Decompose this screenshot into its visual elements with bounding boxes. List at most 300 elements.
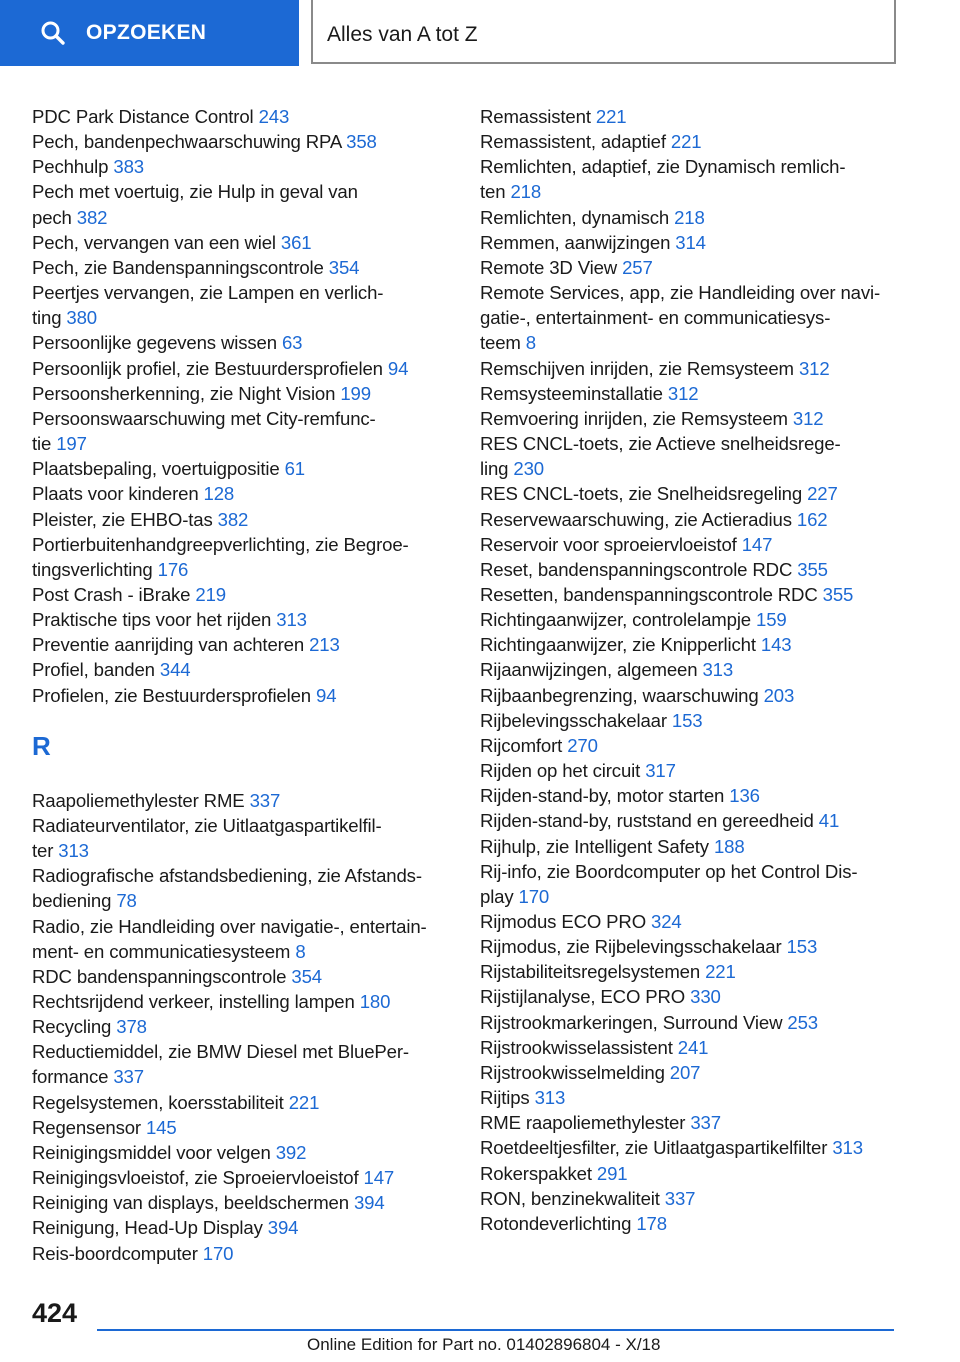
index-entry-line	[480, 1060, 920, 1085]
index-entry-text: Praktische tips voor het rijden	[32, 609, 272, 631]
page-reference-link[interactable]: 312	[792, 407, 824, 429]
index-entry-text: RME raapoliemethylester	[480, 1112, 686, 1134]
index-entry	[480, 708, 920, 733]
section-title: Alles van A tot Z	[327, 23, 478, 46]
index-entry-line	[32, 406, 452, 431]
index-entry-text: Pech, vervangen van een wiel	[32, 231, 276, 253]
index-entry	[480, 431, 920, 481]
index-entry-text: pech	[32, 206, 72, 228]
index-entry	[32, 657, 452, 682]
index-entry-line	[480, 205, 920, 230]
index-entry-text: Regensensor	[32, 1116, 141, 1138]
index-entry-line	[480, 884, 920, 909]
index-entry	[32, 456, 452, 481]
page-reference-link[interactable]: 392	[275, 1141, 307, 1163]
index-entry-text: Rijden-stand-by, motor starten	[480, 785, 725, 807]
index-entry-line	[480, 330, 920, 355]
index-entry-text: Rijbaanbegrenzing, waarschuwing	[480, 684, 759, 706]
index-entry-line	[32, 683, 452, 708]
page-number: 424	[32, 1298, 78, 1328]
index-entry-line	[32, 788, 452, 813]
index-column-right	[480, 104, 920, 1236]
page-reference-link[interactable]: 218	[510, 181, 542, 203]
page-reference-link[interactable]: 221	[705, 961, 736, 983]
index-entry-text: RES CNCL-toets, zie Snelheidsregeling	[480, 483, 803, 505]
page-reference-link[interactable]: 337	[113, 1066, 144, 1088]
page-reference-link[interactable]: 159	[756, 609, 787, 631]
page-reference-link[interactable]: 380	[66, 307, 97, 329]
index-entry-text: Plaatsbepaling, voertuigpositie	[32, 458, 280, 480]
index-entry	[32, 683, 452, 708]
page-reference-link[interactable]: 128	[203, 483, 235, 505]
index-entry-line	[32, 863, 452, 888]
page-reference-link[interactable]: 378	[116, 1016, 147, 1038]
index-entry-line	[480, 683, 920, 708]
index-entry	[480, 582, 920, 607]
index-entry	[32, 356, 452, 381]
page-reference-link[interactable]: 94	[316, 684, 337, 706]
page-reference-link[interactable]: 213	[309, 634, 340, 656]
index-entry-line	[32, 607, 452, 632]
index-entry-text: Persoonswaarschuwing met City-remfunc-	[32, 407, 376, 429]
page-reference-link[interactable]: 382	[76, 206, 108, 228]
index-entry-text: Reiniging van displays, beeldschermen	[32, 1192, 349, 1214]
index-entry-line	[32, 381, 452, 406]
index-entry-line	[480, 431, 920, 456]
index-entry	[480, 783, 920, 808]
page-reference-link[interactable]: 94	[387, 357, 409, 379]
index-entry-text: Rokerspakket	[480, 1162, 592, 1184]
index-entry	[480, 280, 920, 355]
page-reference-link[interactable]: 230	[513, 458, 544, 480]
index-entry-text: Rechtsrijdend verkeer, instelling lampen	[32, 991, 355, 1012]
page-reference-link[interactable]: 63	[281, 332, 303, 354]
page-reference-link[interactable]: 8	[525, 332, 536, 354]
index-entry-text: Post Crash - iBrake	[32, 583, 191, 605]
index-entry-line	[32, 154, 452, 179]
index-entry-text: Radiografische afstandsbediening, zie Afstands-	[32, 865, 422, 887]
index-column-left	[32, 104, 452, 1266]
index-entry-text: Roetdeeltjesfilter, zie Uitlaatgaspartikelfilter	[480, 1137, 828, 1159]
search-tab-label: OPZOEKEN	[86, 21, 207, 44]
page-reference-link[interactable]: 145	[145, 1116, 177, 1138]
page-reference-link[interactable]: 383	[113, 156, 144, 178]
index-entry-line	[32, 1090, 452, 1115]
index-entry	[32, 1241, 452, 1266]
page-reference-link[interactable]: 291	[596, 1162, 628, 1184]
page-reference-link[interactable]: 162	[796, 508, 828, 530]
page-reference-link[interactable]: 219	[195, 583, 226, 605]
page-reference-link[interactable]: 180	[359, 991, 391, 1012]
index-entry	[32, 381, 452, 406]
index-entry	[480, 129, 920, 154]
index-entry-line	[32, 129, 452, 154]
index-entry-text: play	[480, 885, 514, 907]
index-entry-line	[480, 179, 920, 204]
index-entry-line	[32, 1165, 452, 1190]
index-entry-line	[32, 456, 452, 481]
page-reference-link[interactable]: 170	[518, 885, 550, 907]
index-entry	[32, 255, 452, 280]
index-entry	[32, 914, 452, 964]
page-reference-link[interactable]: 394	[353, 1192, 385, 1214]
index-entry-text: bediening	[32, 890, 112, 912]
index-entry-line	[32, 532, 452, 557]
index-entry-text: Recycling	[32, 1016, 112, 1038]
index-entry	[480, 683, 920, 708]
index-entry-line	[32, 888, 452, 913]
page-reference-link[interactable]: 188	[713, 835, 745, 857]
page-reference-link[interactable]: 147	[363, 1167, 395, 1189]
index-entry-text: tingsverlichting	[32, 558, 153, 580]
index-entry-line	[32, 1190, 452, 1215]
page-reference-link[interactable]: 313	[702, 659, 734, 681]
index-entry	[480, 1135, 920, 1160]
search-icon	[40, 20, 66, 46]
index-entry-text: Reinigung, Head-Up Display	[32, 1217, 263, 1239]
index-entry-text: Remsysteeminstallatie	[480, 382, 663, 404]
index-entry-text: ting	[32, 307, 62, 329]
index-entry-line	[32, 657, 452, 682]
page-reference-link[interactable]: 394	[267, 1217, 299, 1239]
index-entry	[32, 330, 452, 355]
index-entry-line	[480, 1035, 920, 1060]
index-entry-line	[480, 255, 920, 280]
index-entry	[480, 1060, 920, 1085]
index-entry-text: Pech, bandenpechwaarschuwing RPA	[32, 131, 342, 153]
index-entry-line	[32, 632, 452, 657]
page-reference-link[interactable]: 314	[675, 231, 706, 253]
page-reference-link[interactable]: 203	[763, 684, 795, 706]
index-entry	[32, 1115, 452, 1140]
index-entry-line	[480, 280, 920, 305]
index-entry-line	[480, 230, 920, 255]
page-reference-link[interactable]: 61	[284, 458, 305, 480]
index-entry-text: ter	[32, 840, 54, 862]
index-entry	[32, 406, 452, 456]
index-entry-text: Raapoliemethylester RME	[32, 789, 245, 811]
index-entry	[32, 1039, 452, 1089]
index-entry-line	[480, 632, 920, 657]
index-entry-line	[32, 557, 452, 582]
index-entry-line	[32, 1039, 452, 1064]
index-entry-text: Richtingaanwijzer, zie Knipperlicht	[480, 634, 756, 656]
index-entry-text: Rotondeverlichting	[480, 1212, 632, 1234]
page-reference-link[interactable]: 147	[741, 533, 773, 555]
index-list-r-left	[32, 788, 452, 1266]
page-reference-link[interactable]: 218	[674, 206, 705, 228]
index-entry-text: Radio, zie Handleiding over navigatie-, entertain-	[32, 915, 427, 937]
page-reference-link[interactable]: 317	[645, 760, 676, 782]
page-reference-link[interactable]: 257	[622, 256, 653, 278]
index-entry-text: Plaats voor kinderen	[32, 483, 199, 505]
index-entry-text: Rijtips	[480, 1087, 530, 1109]
index-entry-line	[32, 939, 452, 964]
index-entry	[480, 356, 920, 381]
page-reference-link[interactable]: 197	[56, 433, 87, 455]
page-reference-link[interactable]: 324	[651, 911, 682, 932]
index-entry-text: teem	[480, 332, 521, 354]
index-entry	[32, 532, 452, 582]
index-entry-text: Remvoering inrijden, zie Remsysteem	[480, 407, 788, 429]
page-reference-link[interactable]: 207	[669, 1061, 701, 1083]
page-reference-link[interactable]: 382	[217, 508, 249, 530]
index-entry-text: Richtingaanwijzer, controlelampje	[480, 609, 751, 631]
index-entry-text: Remlichten, dynamisch	[480, 206, 670, 228]
top-navigation-bar	[0, 0, 960, 66]
index-entry	[32, 582, 452, 607]
index-entry-text: Remote 3D View	[480, 256, 618, 278]
index-entry	[480, 909, 920, 934]
page-reference-link[interactable]: 313	[534, 1087, 566, 1109]
index-entry	[480, 632, 920, 657]
index-entry	[32, 964, 452, 989]
index-entry	[480, 733, 920, 758]
index-entry	[480, 859, 920, 909]
index-entry-text: Remote Services, app, zie Handleiding over navi-	[480, 282, 881, 304]
index-entry-text: Rijmodus, zie Rijbelevingsschakelaar	[480, 936, 782, 958]
index-list-p	[32, 104, 452, 708]
page-reference-link[interactable]: 178	[636, 1212, 667, 1234]
index-entry	[480, 154, 920, 204]
index-entry	[32, 788, 452, 813]
index-entry	[480, 1035, 920, 1060]
page-reference-link[interactable]: 355	[822, 583, 854, 605]
index-entry-text: Rijhulp, zie Intelligent Safety	[480, 835, 709, 857]
index-entry-text: gatie-, entertainment- en communicatiesys-	[480, 307, 831, 329]
index-entry	[480, 104, 920, 129]
index-entry-text: formance	[32, 1066, 109, 1088]
page-reference-link[interactable]: 354	[328, 256, 360, 278]
index-entry-text: Reservewaarschuwing, zie Actieradius	[480, 508, 792, 530]
index-entry-line	[480, 708, 920, 733]
page-reference-link[interactable]: 361	[280, 231, 312, 253]
index-entry-line	[32, 1014, 452, 1039]
index-entry-line	[480, 557, 920, 582]
index-entry	[480, 1186, 920, 1211]
page-reference-link[interactable]: 330	[690, 986, 721, 1008]
index-entry-line	[32, 1241, 452, 1266]
page-reference-link[interactable]: 221	[288, 1091, 320, 1113]
index-entry-text: Reinigingsvloeistof, zie Sproeiervloeistof	[32, 1167, 359, 1189]
index-entry-line	[480, 607, 920, 632]
page-reference-link[interactable]: 344	[159, 659, 191, 681]
footer-edition-text: Online Edition for Part no. 01402896804 - X/18	[307, 1335, 661, 1354]
index-entry-line	[480, 733, 920, 758]
index-entry-text: Rijbelevingsschakelaar	[480, 709, 667, 731]
index-entry-line	[32, 838, 452, 863]
index-entry-line	[480, 381, 920, 406]
page-reference-link[interactable]: 227	[807, 483, 838, 505]
index-entry-line	[32, 305, 452, 330]
index-entry	[480, 758, 920, 783]
page-reference-link[interactable]: 312	[798, 357, 830, 379]
index-entry-text: Portierbuitenhandgreepverlichting, zie Begroe-	[32, 533, 409, 555]
index-entry-line	[32, 104, 452, 129]
index-entry	[32, 179, 452, 229]
index-entry-line	[32, 964, 452, 989]
index-entry-line	[480, 808, 920, 833]
index-entry-line	[32, 356, 452, 381]
index-entry-text: Remlichten, adaptief, zie Dynamisch remlich-	[480, 156, 846, 178]
index-entry	[32, 104, 452, 129]
index-entry-line	[480, 1110, 920, 1135]
index-entry	[32, 813, 452, 863]
page-reference-link[interactable]: 136	[729, 785, 760, 807]
index-entry	[480, 1110, 920, 1135]
index-entry-line	[32, 507, 452, 532]
index-entry	[32, 863, 452, 913]
page-reference-link[interactable]: 337	[249, 789, 281, 811]
index-entry	[480, 934, 920, 959]
index-entry-line	[480, 582, 920, 607]
index-entry-line	[480, 532, 920, 557]
index-entry	[480, 205, 920, 230]
index-entry	[480, 984, 920, 1009]
page-reference-link[interactable]: 355	[797, 558, 828, 580]
index-entry	[32, 989, 452, 1014]
index-entry-text: Persoonsherkenning, zie Night Vision	[32, 382, 336, 404]
page-reference-link[interactable]: 312	[667, 382, 699, 404]
index-entry-text: Rijden op het circuit	[480, 760, 641, 782]
index-entry-text: Pech, zie Bandenspanningscontrole	[32, 256, 324, 278]
index-entry	[32, 632, 452, 657]
index-entry	[32, 607, 452, 632]
index-entry-line	[480, 1161, 920, 1186]
index-entry	[32, 129, 452, 154]
index-entry-line	[480, 1010, 920, 1035]
index-entry-text: Persoonlijk profiel, zie Bestuurdersprofielen	[32, 357, 383, 379]
index-entry	[480, 255, 920, 280]
page-reference-link[interactable]: 153	[786, 936, 818, 958]
page-reference-link[interactable]: 41	[818, 810, 840, 832]
page-reference-link[interactable]: 221	[595, 106, 627, 127]
index-entry-text: Reis-boordcomputer	[32, 1242, 198, 1264]
index-entry-line	[32, 914, 452, 939]
section-letter-heading: R	[32, 730, 51, 761]
index-entry-text: Radiateurventilator, zie Uitlaatgaspartikelfil-	[32, 814, 382, 836]
index-entry-text: Rijstijlanalyse, ECO PRO	[480, 986, 686, 1008]
index-entry-text: Rij-info, zie Boordcomputer op het Control Dis-	[480, 860, 858, 882]
index-entry	[480, 1085, 920, 1110]
page-reference-link[interactable]: 358	[346, 131, 377, 153]
page-reference-link[interactable]: 176	[157, 558, 189, 580]
index-entry	[480, 507, 920, 532]
page-reference-link[interactable]: 221	[670, 131, 702, 153]
index-entry-line	[480, 104, 920, 129]
index-entry-text: Resetten, bandenspanningscontrole RDC	[480, 583, 818, 605]
index-entry	[480, 481, 920, 506]
index-entry-line	[32, 205, 452, 230]
index-entry	[480, 532, 920, 557]
index-entry-line	[480, 934, 920, 959]
page-reference-link[interactable]: 199	[340, 382, 371, 404]
index-entry-text: Pechhulp	[32, 156, 109, 178]
index-entry	[32, 481, 452, 506]
index-entry	[32, 1190, 452, 1215]
page-reference-link[interactable]: 8	[295, 940, 306, 962]
index-entry-line	[480, 834, 920, 859]
page-reference-link[interactable]: 243	[258, 106, 290, 127]
index-entry-line	[480, 859, 920, 884]
index-entry-text: Pleister, zie EHBO-tas	[32, 508, 213, 530]
page-reference-link[interactable]: 313	[832, 1137, 863, 1159]
index-entry-text: Persoonlijke gegevens wissen	[32, 332, 277, 354]
page-reference-link[interactable]: 337	[664, 1187, 696, 1209]
index-entry-text: RES CNCL-toets, zie Actieve snelheidsrege-	[480, 433, 841, 455]
index-entry-line	[480, 758, 920, 783]
index-entry	[480, 230, 920, 255]
page-reference-link[interactable]: 313	[58, 840, 89, 862]
index-entry-line	[480, 456, 920, 481]
page-reference-link[interactable]: 270	[567, 734, 598, 756]
index-entry-line	[32, 582, 452, 607]
page-reference-link[interactable]: 170	[202, 1242, 234, 1264]
page-reference-link[interactable]: 143	[760, 634, 792, 656]
index-entry	[480, 657, 920, 682]
index-entry-text: Rijmodus ECO PRO	[480, 911, 647, 932]
index-entry-line	[480, 305, 920, 330]
index-entry-text: Remassistent, adaptief	[480, 131, 666, 153]
index-entry	[480, 557, 920, 582]
page-reference-link[interactable]: 253	[787, 1011, 818, 1033]
index-entry-text: RDC bandenspanningscontrole	[32, 965, 287, 987]
index-entry	[480, 959, 920, 984]
index-entry-text: Rijden-stand-by, ruststand en gereedheid	[480, 810, 814, 832]
page-reference-link[interactable]: 241	[677, 1036, 709, 1058]
index-entry	[480, 1211, 920, 1236]
page-reference-link[interactable]: 337	[690, 1112, 721, 1134]
index-entry-text: ling	[480, 458, 509, 480]
index-entry	[32, 1014, 452, 1039]
index-entry	[32, 1140, 452, 1165]
page-reference-link[interactable]: 354	[291, 965, 322, 987]
index-entry-line	[32, 230, 452, 255]
index-entry-text: Remassistent	[480, 106, 591, 127]
index-entry-text: Rijstrookwisselassistent	[480, 1036, 673, 1058]
index-entry	[480, 607, 920, 632]
search-tab-button[interactable]	[0, 0, 299, 66]
page-reference-link[interactable]: 313	[276, 609, 307, 631]
index-entry-line	[480, 507, 920, 532]
index-entry-line	[32, 255, 452, 280]
index-entry-line	[480, 1211, 920, 1236]
page-reference-link[interactable]: 153	[671, 709, 703, 731]
index-entry-line	[32, 813, 452, 838]
index-entry-line	[480, 129, 920, 154]
index-entry	[32, 280, 452, 330]
index-entry-line	[480, 783, 920, 808]
page-reference-link[interactable]: 78	[116, 890, 137, 912]
index-entry-text: Reservoir voor sproeiervloeistof	[480, 533, 737, 555]
index-entry-text: Rijstrookmarkeringen, Surround View	[480, 1011, 783, 1033]
index-entry-line	[480, 959, 920, 984]
index-entry-text: Preventie aanrijding van achteren	[32, 634, 305, 656]
index-entry-line	[32, 330, 452, 355]
index-entry-text: Pech met voertuig, zie Hulp in geval van	[32, 181, 358, 203]
index-entry-line	[32, 179, 452, 204]
index-entry	[32, 1215, 452, 1240]
index-entry	[480, 808, 920, 833]
index-entry-text: Reinigingsmiddel voor velgen	[32, 1141, 271, 1163]
index-entry-text: Reductiemiddel, zie BMW Diesel met BluePer-	[32, 1041, 409, 1063]
index-entry-line	[32, 1215, 452, 1240]
index-entry-text: Rijaanwijzingen, algemeen	[480, 659, 698, 681]
footer-divider	[97, 1329, 894, 1331]
index-entry-line	[32, 1140, 452, 1165]
index-entry-text: Rijstabiliteitsregelsystemen	[480, 961, 701, 983]
index-entry-line	[32, 481, 452, 506]
